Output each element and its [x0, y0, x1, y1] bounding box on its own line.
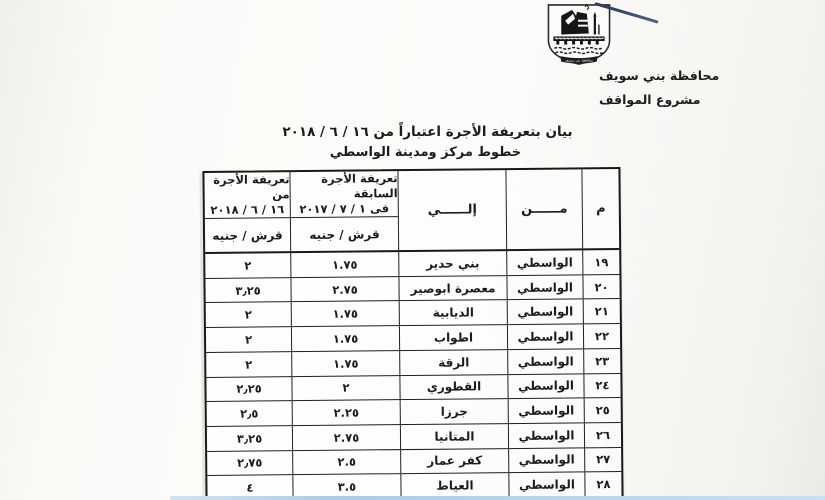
new-fare-date: ١٦ / ٦ / ٢٠١٨: [210, 202, 285, 217]
document-title: بيان بتعريفة الأجرة اعتباراً من ١٦ / ٦ / ٢٠١٨: [282, 124, 573, 140]
row-serial: ٢٦: [584, 423, 621, 447]
row-from: الواسطي: [508, 473, 584, 497]
fare-table-header: [204, 169, 619, 254]
row-to: العياط: [400, 473, 508, 498]
row-serial: ٢٢: [583, 324, 620, 348]
row-new-fare: ٢: [244, 332, 253, 347]
row-prev-fare: ١.٧٥: [291, 302, 399, 327]
row-to: جرزا: [400, 399, 508, 424]
row-prev-fare: ٢: [291, 376, 399, 401]
row-from: الواسطي: [507, 300, 583, 324]
row-to: اطواب: [399, 325, 507, 350]
row-prev-fare: ٢.٢٥: [292, 400, 400, 425]
row-new-fare: ٢٫٥: [240, 406, 259, 421]
row-new-fare: ٢: [244, 258, 252, 273]
row-serial: ٢٨: [584, 472, 621, 496]
row-new-fare: ٢: [245, 357, 253, 372]
row-new-fare: ٣٫٢٥: [236, 431, 263, 446]
row-serial: ٢١: [583, 299, 620, 323]
scanner-edge-strip: [170, 496, 825, 500]
row-from: الواسطي: [508, 399, 584, 423]
row-new-fare: ٢: [244, 307, 252, 322]
row-prev-fare: ١.٧٥: [290, 252, 398, 277]
row-from: الواسطي: [506, 275, 582, 299]
governorate-seal: [542, 1, 616, 68]
row-from: الواسطي: [508, 423, 584, 447]
row-prev-fare: ٢.٧٥: [290, 277, 398, 302]
row-new-fare: ٤: [246, 480, 254, 495]
new-fare-label: تعريفة الأجرة من: [213, 172, 290, 202]
row-to: بني حدير: [398, 251, 506, 276]
row-prev-fare: ١.٧٥: [291, 351, 399, 376]
row-new-fare: ٢٫٧٥: [236, 455, 263, 471]
header-from: مــــــن: [505, 169, 582, 249]
governorate-name: محافظة بني سويف: [599, 68, 720, 83]
row-serial: ٢٤: [583, 374, 620, 398]
document-subtitle: خطوط مركز ومدينة الواسطي: [329, 145, 522, 160]
previous-fare-label: تعريفة الأجرة السابقة: [321, 171, 398, 201]
row-prev-fare: ٣.٥: [292, 474, 400, 499]
row-from: الواسطي: [506, 250, 582, 274]
row-prev-fare: ٢.٧٥: [292, 425, 400, 450]
project-name: مشروع المواقف: [599, 92, 701, 107]
row-to: الديابية: [399, 301, 507, 326]
row-new-fare: ٣٫٢٥: [235, 283, 261, 298]
org-header: [599, 69, 739, 107]
row-to: معصرة ابوصير: [398, 276, 506, 301]
row-serial: ٢٠: [582, 275, 619, 299]
fare-table: [202, 167, 623, 500]
row-from: الواسطي: [507, 374, 583, 398]
row-serial: ٢٣: [583, 349, 620, 373]
row-prev-fare: ١.٧٥: [291, 326, 399, 351]
row-prev-fare: ٢.٥: [292, 450, 400, 475]
header-previous-fare: [289, 171, 398, 251]
fare-table-body: [205, 250, 621, 500]
row-new-fare: ٢٫٢٥: [236, 381, 262, 397]
row-from: الواسطي: [507, 324, 583, 348]
row-from: الواسطي: [508, 448, 584, 472]
row-from: الواسطي: [507, 349, 583, 373]
row-to: القطوري: [399, 375, 507, 400]
row-to: المتانيا: [400, 424, 508, 449]
previous-fare-unit: قرش / جنيه: [309, 226, 380, 242]
header-new-fare: [204, 172, 290, 252]
new-fare-unit: قرش / جنيه: [212, 227, 283, 243]
row-serial: ٢٧: [584, 448, 621, 472]
seal-banner-text: محافظة بني سويف: [564, 58, 594, 63]
header-previous-fare-title: [290, 171, 397, 218]
row-serial: ٢٥: [584, 398, 621, 422]
previous-fare-date: فى ١ / ٧ / ٢٠١٧: [299, 201, 390, 217]
row-to: الرقة: [399, 350, 507, 375]
header-new-fare-title: [204, 172, 289, 219]
header-to: إلــــــي: [397, 170, 506, 250]
row-serial: ١٩: [582, 250, 619, 274]
header-serial: م: [581, 169, 619, 248]
row-to: كفر عمار: [400, 449, 508, 474]
